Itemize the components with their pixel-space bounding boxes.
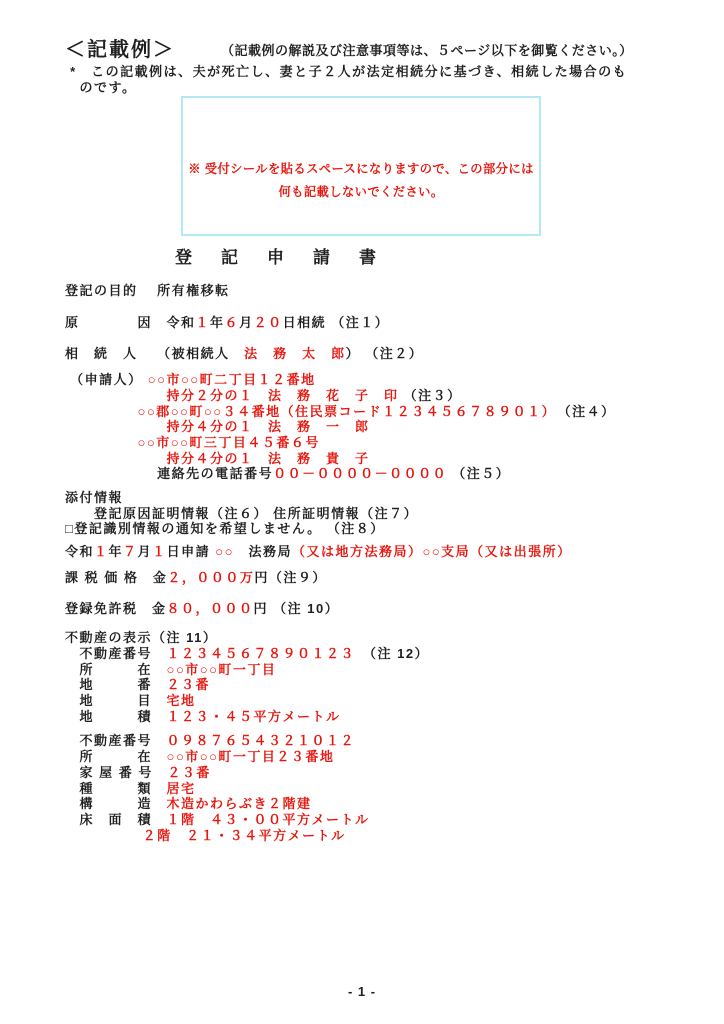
attachments-items-line: 登記原因証明情報（注６） 住所証明情報（注７） [65,505,419,521]
property2-house-number-row: 家 屋 番 号 ２３番 [65,764,211,780]
property2-structure-row: 構 造 木造かわらぶき２階建 [65,796,312,812]
property2-location-row: 所 在 ○○市○○町一丁目２３番地 [65,749,335,765]
heir-line: 相 続 人 （被相続人 法 務 太 郎） （注２） [65,346,424,362]
tax-price-line: 課 税 価 格 金２，０００万円（注９） [65,569,327,585]
property1-lot-number-row: 地 番 ２３番 [65,677,211,693]
registration-tax-line: 登録免許税 金８０，０００円 （注 10） [65,600,340,616]
description-line-1: * この記載例は、夫が死亡し、妻と子２人が法定相続分に基づき、相続した場合のも [65,64,628,79]
property2-type-row: 種 類 居宅 [65,780,196,796]
header-note: （記載例の解説及び注意事項等は、５ページ以下を御覧ください。） [221,42,633,58]
contact-phone-line: 連絡先の電話番号００－００００－００００ （注５） [65,466,511,482]
page-number: - 1 - [347,984,377,999]
cause-line: 原 因 令和１年６月２０日相続 （注１） [65,314,390,330]
applicant-address-1-line: （申請人） ○○市○○町二丁目１２番地 [65,372,316,388]
applicant-address-3-line: ○○市○○町三丁目４５番６号 [65,434,320,450]
application-date-line: 令和１年７月１日申請 ○○ 法務局（又は地方法務局）○○支局（又は出張所） [65,544,572,560]
property1-number-row: 不動産番号 １２３４５６７８９０１２３ （注 12） [65,645,430,661]
property2-floor-area-1-row: 床 面 積 １階 ４３・００平方メートル [65,811,370,827]
purpose-line: 登記の目的 所有権移転 [65,283,230,298]
property1-land-area-row: 地 積 １２３・４５平方メートル [65,708,341,724]
property1-land-category-row: 地 目 宅地 [65,693,196,709]
attachments-header-line: 添付情報 [65,490,124,506]
property2-floor-area-2-row: ２階 ２１・３４平方メートル [142,827,346,843]
property2-number-row: 不動産番号 ０９８７６５４３２１０１２ [65,733,356,749]
page-title: ＜記載例＞ [65,38,175,61]
applicant-address-2-line: ○○郡○○町○○３４番地（住民票コード１２３４５６７８９０１） （注４） [65,403,616,419]
id-notice-optout-checkbox-line: □登記識別情報の通知を希望しません。 （注８） [65,521,385,537]
property1-location-row: 所 在 ○○市○○町一丁目 [65,661,277,677]
document-title: 登 記 申 請 書 [175,248,382,267]
receipt-seal-space-box [181,96,541,236]
seal-box-note-line-1: ※ 受付シールを貼るスペースになりますので、この部分には [188,162,534,176]
description-line-2: のです。 [65,80,137,95]
share-1-line: 持分２分の１ 法 務 花 子 印 （注３） [65,387,462,403]
header [65,33,674,61]
property-description-header-line: 不動産の表示（注 11） [65,630,218,646]
seal-box-note-line-2: 何も記載しないでください。 [278,185,444,199]
share-3-line: 持分４分の１ 法 務 貴 子 [65,450,370,466]
share-2-line: 持分４分の１ 法 務 一 郎 [65,419,370,435]
